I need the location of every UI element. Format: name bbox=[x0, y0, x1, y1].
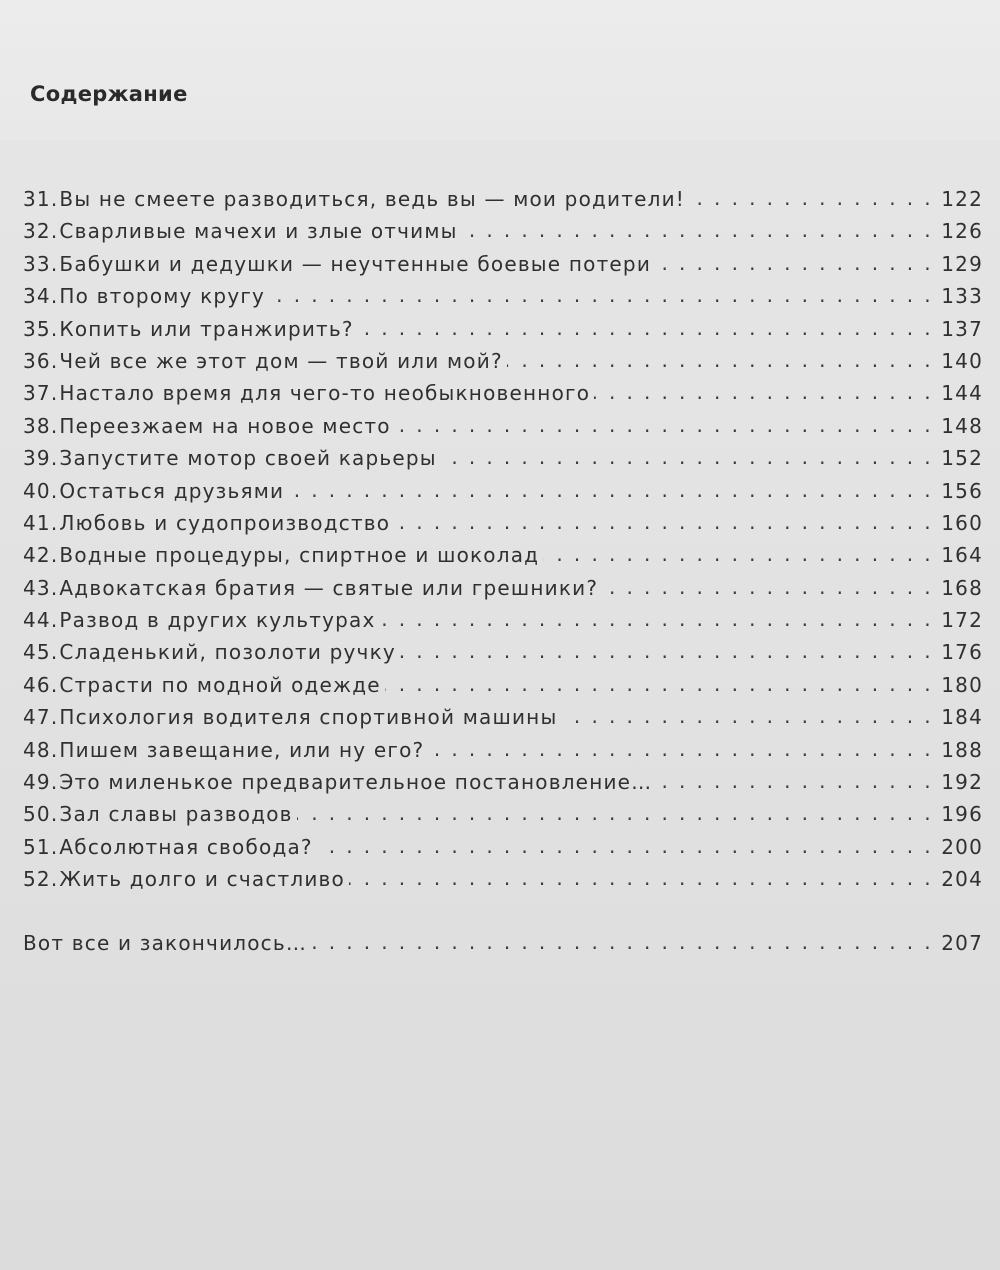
dot-leader bbox=[689, 186, 933, 206]
toc-entry-label bbox=[23, 738, 424, 762]
toc-entry-page: 122 bbox=[941, 187, 983, 211]
dot-leader bbox=[602, 575, 933, 595]
toc-entry-page: 129 bbox=[941, 251, 983, 276]
toc-entry-title: Остаться друзьями bbox=[59, 478, 285, 503]
toc-entry-page: 172 bbox=[941, 608, 983, 633]
dot-leader bbox=[507, 348, 933, 368]
toc-entry-title: Вы не смеете разводиться, ведь вы — мои родители! bbox=[59, 187, 685, 211]
toc-entry-page: 164 bbox=[941, 543, 983, 568]
toc-entry-page: 204 bbox=[941, 867, 983, 892]
toc-entry-title: Адвокатская братия — святые или грешники? bbox=[59, 575, 599, 600]
toc-entry bbox=[23, 704, 983, 736]
table-of-contents bbox=[23, 186, 983, 899]
toc-entry-page: 133 bbox=[941, 284, 983, 309]
toc-entry-title: Это миленькое предварительное постановление… bbox=[59, 770, 653, 795]
toc-entry-title: Копить или транжирить? bbox=[59, 316, 354, 341]
toc-entry-title: По второму кругу bbox=[59, 284, 266, 309]
toc-entry-title: Жить долго и счастливо bbox=[59, 867, 345, 892]
toc-entry-page: 156 bbox=[941, 478, 983, 503]
dot-leader bbox=[394, 510, 933, 530]
page-title: Содержание bbox=[30, 82, 188, 106]
dot-leader bbox=[428, 737, 933, 757]
toc-entry-number: 33. bbox=[23, 251, 59, 276]
toc-entry-title: Чей все же этот дом — твой или мой? bbox=[59, 348, 503, 373]
toc-entry-number: 52. bbox=[23, 867, 59, 892]
toc-entry-page: 144 bbox=[941, 381, 983, 406]
toc-entry-label bbox=[23, 479, 284, 503]
toc-entry-page: 140 bbox=[941, 348, 983, 373]
toc-entry bbox=[23, 316, 983, 348]
toc-entry-label bbox=[23, 381, 590, 405]
closing-entry-title: Вот все и закончилось… bbox=[23, 931, 308, 955]
toc-entry bbox=[23, 866, 983, 898]
toc-entry-number: 39. bbox=[23, 446, 59, 471]
toc-entry-label bbox=[23, 317, 354, 341]
toc-entry bbox=[23, 672, 983, 704]
toc-entry-label bbox=[23, 576, 598, 600]
toc-entry bbox=[23, 218, 983, 250]
toc-entry-title: Настало время для чего-то необыкновенного bbox=[59, 381, 591, 406]
toc-entry-title: Бабушки и дедушки — неучтенные боевые потери bbox=[59, 251, 652, 276]
dot-leader bbox=[380, 607, 933, 627]
toc-entry-page: 137 bbox=[941, 316, 983, 341]
toc-entry-label bbox=[23, 252, 651, 276]
toc-entry-label bbox=[23, 446, 437, 470]
toc-entry-page: 196 bbox=[941, 802, 983, 827]
toc-entry-label bbox=[23, 543, 539, 567]
toc-entry-title: Сладенький, позолоти ручку bbox=[59, 640, 396, 665]
toc-entry-title: Пишем завещание, или ну его? bbox=[59, 737, 425, 762]
toc-entry-title: Водные процедуры, спиртное и шоколад bbox=[59, 543, 540, 568]
toc-entry-number: 47. bbox=[23, 705, 59, 730]
toc-entry-number: 37. bbox=[23, 381, 59, 406]
toc-entry bbox=[23, 510, 983, 542]
toc-entry bbox=[23, 186, 983, 218]
toc-entry-title: Развод в других культурах bbox=[59, 608, 376, 633]
toc-entry-label bbox=[23, 284, 265, 308]
toc-entry-title: Зал славы разводов bbox=[59, 802, 293, 827]
dot-leader bbox=[462, 218, 933, 238]
toc-entry-number: 49. bbox=[23, 770, 59, 795]
toc-entry-number: 45. bbox=[23, 640, 59, 665]
dot-leader bbox=[395, 413, 933, 433]
toc-entry bbox=[23, 348, 983, 380]
toc-entry-label bbox=[23, 414, 391, 438]
toc-entry bbox=[23, 542, 983, 574]
toc-entry bbox=[23, 445, 983, 477]
toc-entry-title: Психология водителя спортивной машины bbox=[59, 705, 558, 730]
toc-entry-number: 42. bbox=[23, 543, 59, 568]
toc-entry-label bbox=[23, 835, 313, 859]
toc-entry-page: 160 bbox=[941, 510, 983, 535]
dot-leader bbox=[656, 769, 933, 789]
toc-entry-number: 44. bbox=[23, 608, 59, 633]
dot-leader bbox=[655, 251, 933, 271]
toc-entry-number: 51. bbox=[23, 834, 59, 859]
toc-entry-page: 200 bbox=[941, 834, 983, 859]
toc-entry bbox=[23, 478, 983, 510]
toc-entry-page: 148 bbox=[941, 413, 983, 438]
toc-entry-page: 192 bbox=[941, 770, 983, 795]
toc-entry-number: 43. bbox=[23, 575, 59, 600]
toc-entry-title: Переезжаем на новое место bbox=[59, 413, 391, 438]
closing-entry bbox=[23, 930, 983, 962]
toc-entry-number: 46. bbox=[23, 672, 59, 697]
toc-entry-title: Страсти по модной одежде bbox=[59, 672, 381, 697]
dot-leader bbox=[441, 445, 933, 465]
toc-entry-number: 32. bbox=[23, 219, 59, 244]
toc-entry-label bbox=[23, 673, 381, 697]
dot-leader bbox=[288, 478, 933, 498]
toc-entry-title: Абсолютная свобода? bbox=[59, 834, 313, 859]
toc-entry-page: 168 bbox=[941, 575, 983, 600]
dot-leader bbox=[594, 380, 933, 400]
toc-entry-label bbox=[23, 770, 652, 794]
toc-entry-label bbox=[23, 705, 557, 729]
toc-entry bbox=[23, 737, 983, 769]
toc-entry bbox=[23, 575, 983, 607]
toc-entry bbox=[23, 251, 983, 283]
toc-entry-number: 48. bbox=[23, 737, 59, 762]
toc-entry bbox=[23, 607, 983, 639]
header-band bbox=[0, 0, 1000, 140]
toc-entry-label bbox=[23, 640, 396, 664]
toc-entry-label bbox=[23, 608, 376, 632]
toc-entry-number: 36. bbox=[23, 348, 59, 373]
toc-entry-number: 31. bbox=[23, 187, 59, 211]
closing-entry-page: 207 bbox=[941, 931, 983, 955]
toc-entry bbox=[23, 769, 983, 801]
toc-entry-page: 188 bbox=[941, 737, 983, 762]
toc-entry-page: 184 bbox=[941, 705, 983, 730]
dot-leader bbox=[561, 704, 933, 724]
dot-leader bbox=[349, 866, 933, 886]
dot-leader bbox=[269, 283, 933, 303]
toc-entry-label bbox=[23, 802, 293, 826]
toc-entry bbox=[23, 413, 983, 445]
toc-entry-number: 50. bbox=[23, 802, 59, 827]
dot-leader bbox=[358, 316, 933, 336]
toc-entry-number: 38. bbox=[23, 413, 59, 438]
toc-entry-page: 180 bbox=[941, 672, 983, 697]
toc-entry-label bbox=[23, 219, 458, 243]
toc-entry bbox=[23, 639, 983, 671]
toc-entry-label bbox=[23, 187, 685, 211]
toc-entry bbox=[23, 283, 983, 315]
dot-leader bbox=[385, 672, 933, 692]
dot-leader bbox=[543, 542, 933, 562]
dot-leader bbox=[317, 834, 933, 854]
toc-entry-title: Сварливые мачехи и злые отчимы bbox=[59, 219, 458, 244]
toc-entry-title: Любовь и судопроизводство bbox=[59, 510, 391, 535]
toc-entry bbox=[23, 380, 983, 412]
toc-entry-title: Запустите мотор своей карьеры bbox=[59, 446, 437, 471]
toc-entry bbox=[23, 801, 983, 833]
toc-entry-number: 35. bbox=[23, 316, 59, 341]
toc-entry-page: 126 bbox=[941, 219, 983, 244]
toc-entry-number: 34. bbox=[23, 284, 59, 309]
toc-entry-number: 40. bbox=[23, 478, 59, 503]
toc-entry-page: 152 bbox=[941, 446, 983, 471]
toc-entry-page: 176 bbox=[941, 640, 983, 665]
dot-leader bbox=[297, 801, 933, 821]
toc-entry-label bbox=[23, 867, 345, 891]
dot-leader bbox=[311, 930, 933, 950]
closing-entry-block bbox=[23, 930, 983, 962]
toc-entry-label bbox=[23, 511, 390, 535]
toc-entry bbox=[23, 834, 983, 866]
toc-entry-number: 41. bbox=[23, 510, 59, 535]
toc-entry-label bbox=[23, 349, 503, 373]
dot-leader bbox=[400, 639, 933, 659]
